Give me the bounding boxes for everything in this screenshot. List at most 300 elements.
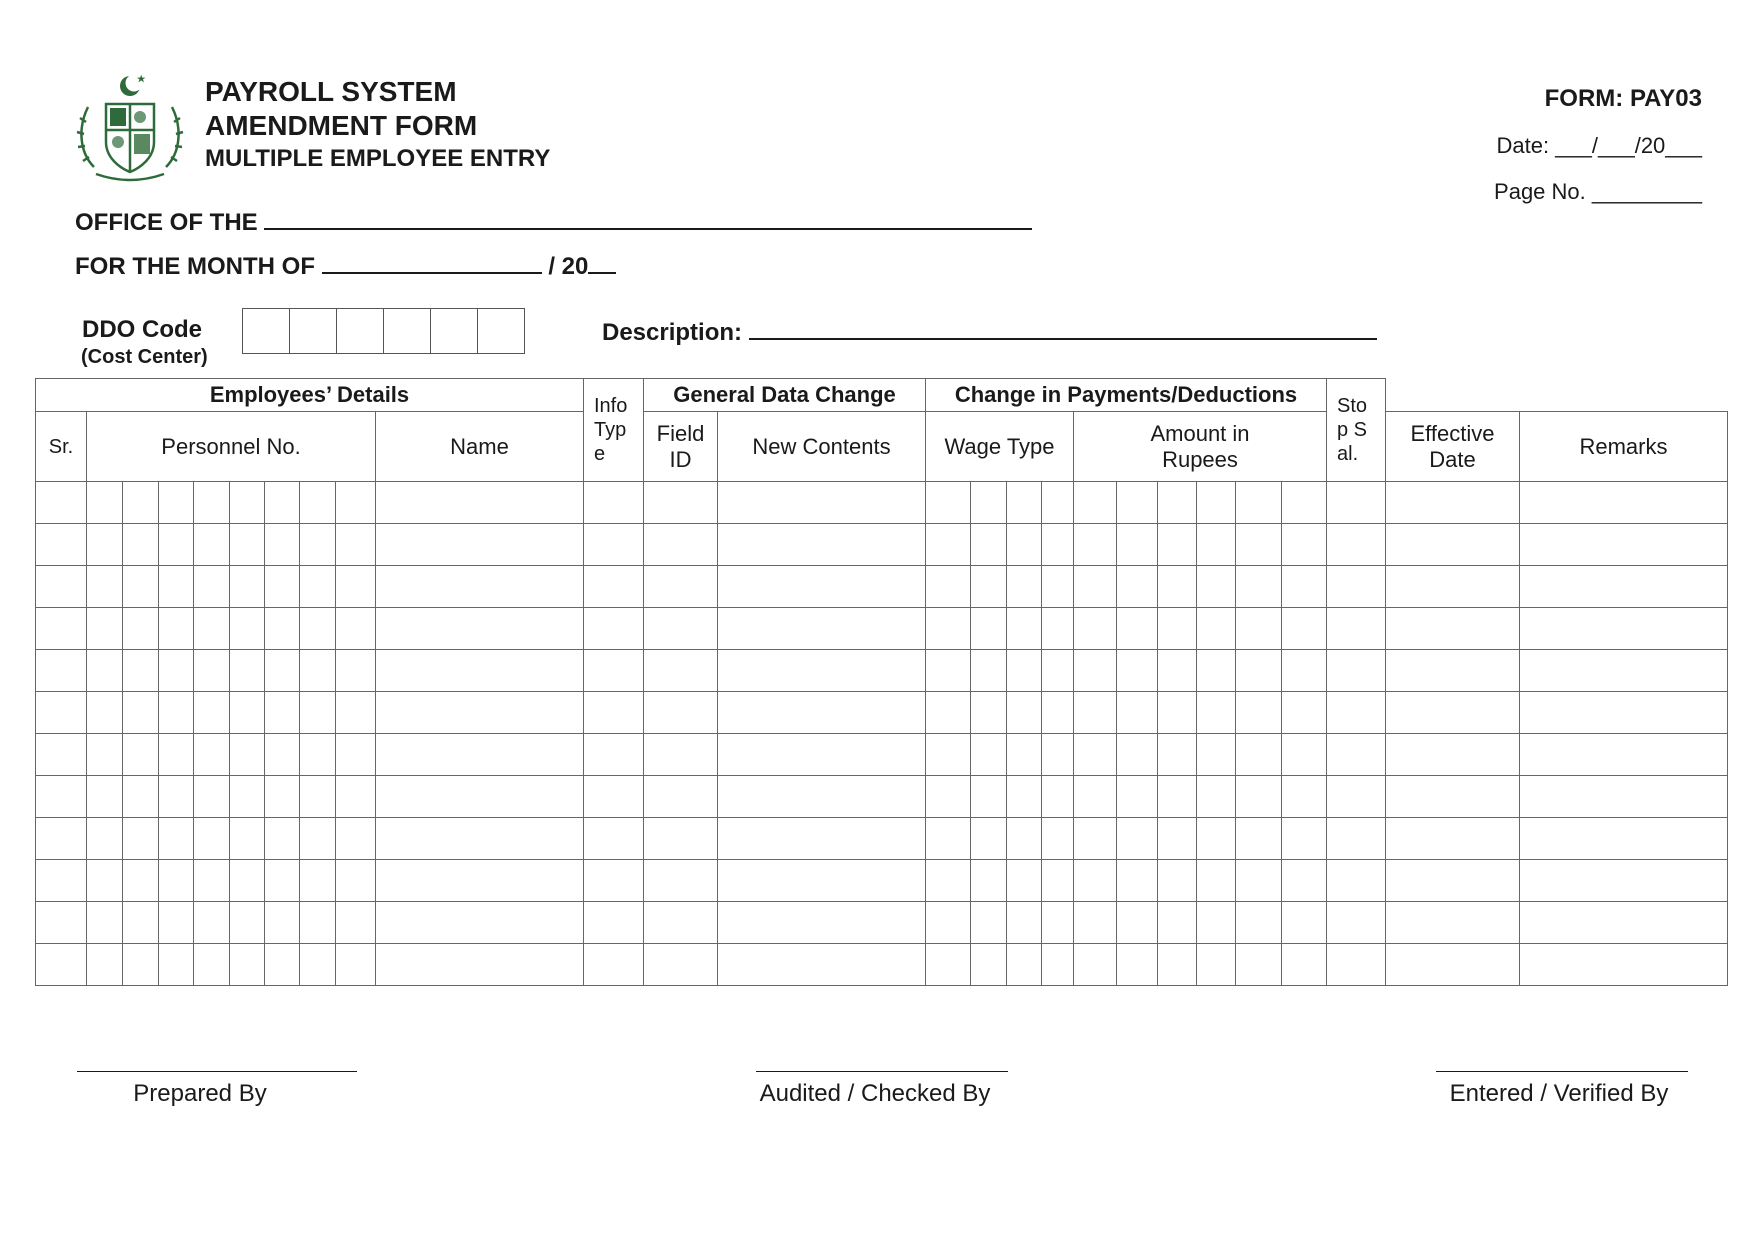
entry-cell[interactable] xyxy=(718,860,926,902)
entry-cell[interactable] xyxy=(1197,608,1236,650)
ddo-digit-box[interactable] xyxy=(290,309,337,353)
entry-cell[interactable] xyxy=(1386,944,1520,986)
entry-cell[interactable] xyxy=(1117,776,1158,818)
entry-cell[interactable] xyxy=(123,692,159,734)
entry-cell[interactable] xyxy=(584,902,644,944)
entry-cell[interactable] xyxy=(1282,524,1327,566)
entry-cell[interactable] xyxy=(336,608,376,650)
entry-cell[interactable] xyxy=(1236,902,1282,944)
entry-cell[interactable] xyxy=(718,482,926,524)
entry-cell[interactable] xyxy=(1386,650,1520,692)
entry-cell[interactable] xyxy=(159,524,194,566)
entry-cell[interactable] xyxy=(265,692,300,734)
entry-cell[interactable] xyxy=(926,524,971,566)
entry-cell[interactable] xyxy=(1327,692,1386,734)
entry-cell[interactable] xyxy=(971,944,1007,986)
entry-cell[interactable] xyxy=(159,818,194,860)
entry-cell[interactable] xyxy=(336,860,376,902)
entry-cell[interactable] xyxy=(926,944,971,986)
entry-cell[interactable] xyxy=(1327,734,1386,776)
entry-cell[interactable] xyxy=(123,734,159,776)
entry-cell[interactable] xyxy=(1158,734,1197,776)
entry-cell[interactable] xyxy=(1520,818,1728,860)
entry-cell[interactable] xyxy=(1042,734,1074,776)
entry-cell[interactable] xyxy=(971,692,1007,734)
entry-cell[interactable] xyxy=(194,818,230,860)
entry-cell[interactable] xyxy=(1327,482,1386,524)
entry-cell[interactable] xyxy=(1520,650,1728,692)
entry-cell[interactable] xyxy=(87,860,123,902)
entry-cell[interactable] xyxy=(1197,902,1236,944)
ddo-code-boxes[interactable] xyxy=(242,308,525,354)
entry-cell[interactable] xyxy=(1158,482,1197,524)
entry-cell[interactable] xyxy=(926,776,971,818)
entry-cell[interactable] xyxy=(265,566,300,608)
entry-cell[interactable] xyxy=(971,482,1007,524)
entry-cell[interactable] xyxy=(265,650,300,692)
entry-cell[interactable] xyxy=(1074,482,1117,524)
entry-cell[interactable] xyxy=(1236,692,1282,734)
ddo-digit-box[interactable] xyxy=(337,309,384,353)
entry-cell[interactable] xyxy=(1386,776,1520,818)
entry-cell[interactable] xyxy=(971,650,1007,692)
month-input[interactable] xyxy=(322,250,542,274)
entry-cell[interactable] xyxy=(1117,482,1158,524)
entry-cell[interactable] xyxy=(87,566,123,608)
entry-cell[interactable] xyxy=(1117,566,1158,608)
entry-cell[interactable] xyxy=(1117,650,1158,692)
entry-cell[interactable] xyxy=(376,902,584,944)
entry-cell[interactable] xyxy=(718,524,926,566)
entry-cell[interactable] xyxy=(230,860,265,902)
entry-cell[interactable] xyxy=(584,818,644,860)
entry-cell[interactable] xyxy=(36,860,87,902)
entry-cell[interactable] xyxy=(1158,524,1197,566)
entry-cell[interactable] xyxy=(1236,734,1282,776)
entry-cell[interactable] xyxy=(1007,818,1042,860)
entry-cell[interactable] xyxy=(1282,566,1327,608)
entry-cell[interactable] xyxy=(1282,650,1327,692)
entry-cell[interactable] xyxy=(1282,482,1327,524)
entry-cell[interactable] xyxy=(1197,566,1236,608)
entry-cell[interactable] xyxy=(1520,776,1728,818)
entry-cell[interactable] xyxy=(1117,734,1158,776)
entry-cell[interactable] xyxy=(1520,692,1728,734)
entry-cell[interactable] xyxy=(1074,776,1117,818)
entry-cell[interactable] xyxy=(123,524,159,566)
entry-cell[interactable] xyxy=(123,818,159,860)
entry-cell[interactable] xyxy=(584,482,644,524)
entry-cell[interactable] xyxy=(971,860,1007,902)
entry-cell[interactable] xyxy=(300,860,336,902)
entry-cell[interactable] xyxy=(123,650,159,692)
entry-cell[interactable] xyxy=(265,776,300,818)
entry-cell[interactable] xyxy=(926,692,971,734)
entry-cell[interactable] xyxy=(300,482,336,524)
entry-cell[interactable] xyxy=(644,776,718,818)
entry-cell[interactable] xyxy=(265,734,300,776)
entry-cell[interactable] xyxy=(265,524,300,566)
entry-cell[interactable] xyxy=(87,650,123,692)
entry-cell[interactable] xyxy=(376,734,584,776)
entry-cell[interactable] xyxy=(123,482,159,524)
entry-cell[interactable] xyxy=(336,944,376,986)
date-field[interactable]: Date: ___/___/20___ xyxy=(1496,133,1702,158)
entry-cell[interactable] xyxy=(265,482,300,524)
entry-cell[interactable] xyxy=(1074,860,1117,902)
entry-cell[interactable] xyxy=(971,818,1007,860)
entry-cell[interactable] xyxy=(971,902,1007,944)
entry-cell[interactable] xyxy=(123,902,159,944)
entry-cell[interactable] xyxy=(1236,944,1282,986)
entry-cell[interactable] xyxy=(1236,650,1282,692)
entry-cell[interactable] xyxy=(36,650,87,692)
entry-cell[interactable] xyxy=(1042,650,1074,692)
entry-cell[interactable] xyxy=(36,692,87,734)
entry-cell[interactable] xyxy=(230,608,265,650)
entry-cell[interactable] xyxy=(584,860,644,902)
entry-cell[interactable] xyxy=(971,608,1007,650)
entry-cell[interactable] xyxy=(1386,818,1520,860)
prepared-by-line[interactable] xyxy=(77,1071,357,1072)
entry-cell[interactable] xyxy=(971,734,1007,776)
entry-cell[interactable] xyxy=(1117,944,1158,986)
entry-cell[interactable] xyxy=(971,566,1007,608)
entry-cell[interactable] xyxy=(1007,482,1042,524)
ddo-digit-box[interactable] xyxy=(243,309,290,353)
entry-cell[interactable] xyxy=(123,608,159,650)
entry-cell[interactable] xyxy=(159,692,194,734)
entry-cell[interactable] xyxy=(1197,860,1236,902)
entry-cell[interactable] xyxy=(644,860,718,902)
entry-cell[interactable] xyxy=(584,944,644,986)
entry-cell[interactable] xyxy=(1386,734,1520,776)
entry-cell[interactable] xyxy=(194,482,230,524)
entry-cell[interactable] xyxy=(336,776,376,818)
entry-cell[interactable] xyxy=(376,776,584,818)
entry-cell[interactable] xyxy=(194,650,230,692)
entry-cell[interactable] xyxy=(1158,860,1197,902)
entry-cell[interactable] xyxy=(265,860,300,902)
entry-cell[interactable] xyxy=(376,860,584,902)
entry-cell[interactable] xyxy=(87,776,123,818)
entry-cell[interactable] xyxy=(159,482,194,524)
entry-cell[interactable] xyxy=(300,524,336,566)
entry-cell[interactable] xyxy=(1197,734,1236,776)
entry-cell[interactable] xyxy=(1158,944,1197,986)
entry-cell[interactable] xyxy=(230,692,265,734)
entry-cell[interactable] xyxy=(1007,776,1042,818)
entry-cell[interactable] xyxy=(1117,818,1158,860)
entry-cell[interactable] xyxy=(718,776,926,818)
year-input[interactable] xyxy=(588,250,616,274)
entry-cell[interactable] xyxy=(1042,902,1074,944)
entry-cell[interactable] xyxy=(1282,734,1327,776)
entry-cell[interactable] xyxy=(1074,734,1117,776)
entry-cell[interactable] xyxy=(87,524,123,566)
entry-cell[interactable] xyxy=(159,566,194,608)
entry-cell[interactable] xyxy=(1007,734,1042,776)
entry-cell[interactable] xyxy=(971,524,1007,566)
entry-cell[interactable] xyxy=(1007,944,1042,986)
entry-cell[interactable] xyxy=(1197,818,1236,860)
entry-cell[interactable] xyxy=(1520,734,1728,776)
entry-cell[interactable] xyxy=(159,776,194,818)
entry-cell[interactable] xyxy=(584,734,644,776)
entry-cell[interactable] xyxy=(36,944,87,986)
entry-cell[interactable] xyxy=(36,902,87,944)
entry-cell[interactable] xyxy=(376,524,584,566)
entry-cell[interactable] xyxy=(1074,566,1117,608)
entry-cell[interactable] xyxy=(1327,608,1386,650)
entry-cell[interactable] xyxy=(718,608,926,650)
entry-cell[interactable] xyxy=(36,482,87,524)
entry-cell[interactable] xyxy=(36,734,87,776)
entry-cell[interactable] xyxy=(1074,944,1117,986)
entry-cell[interactable] xyxy=(300,692,336,734)
entry-cell[interactable] xyxy=(1327,860,1386,902)
entry-cell[interactable] xyxy=(1042,944,1074,986)
entry-cell[interactable] xyxy=(230,818,265,860)
entry-cell[interactable] xyxy=(87,902,123,944)
entry-cell[interactable] xyxy=(1074,650,1117,692)
entry-cell[interactable] xyxy=(1282,944,1327,986)
entry-cell[interactable] xyxy=(36,524,87,566)
entry-cell[interactable] xyxy=(1327,818,1386,860)
entry-cell[interactable] xyxy=(159,608,194,650)
entry-cell[interactable] xyxy=(1386,608,1520,650)
entry-cell[interactable] xyxy=(300,734,336,776)
entry-cell[interactable] xyxy=(718,692,926,734)
entry-cell[interactable] xyxy=(194,902,230,944)
entry-cell[interactable] xyxy=(194,860,230,902)
entry-cell[interactable] xyxy=(1117,524,1158,566)
entry-cell[interactable] xyxy=(1158,566,1197,608)
entry-cell[interactable] xyxy=(644,482,718,524)
entry-cell[interactable] xyxy=(1386,524,1520,566)
entry-cell[interactable] xyxy=(644,902,718,944)
entry-cell[interactable] xyxy=(376,482,584,524)
entry-cell[interactable] xyxy=(1282,902,1327,944)
entry-cell[interactable] xyxy=(644,566,718,608)
entry-cell[interactable] xyxy=(926,608,971,650)
entry-cell[interactable] xyxy=(36,608,87,650)
entry-cell[interactable] xyxy=(1236,608,1282,650)
entry-cell[interactable] xyxy=(300,650,336,692)
entry-cell[interactable] xyxy=(718,818,926,860)
entry-cell[interactable] xyxy=(1236,776,1282,818)
entry-cell[interactable] xyxy=(1042,482,1074,524)
entry-cell[interactable] xyxy=(265,608,300,650)
entry-cell[interactable] xyxy=(194,524,230,566)
entry-cell[interactable] xyxy=(1520,482,1728,524)
entry-cell[interactable] xyxy=(376,692,584,734)
entry-cell[interactable] xyxy=(926,902,971,944)
entry-cell[interactable] xyxy=(644,818,718,860)
entry-cell[interactable] xyxy=(584,566,644,608)
entry-cell[interactable] xyxy=(300,776,336,818)
entry-cell[interactable] xyxy=(1117,608,1158,650)
entry-cell[interactable] xyxy=(1282,776,1327,818)
entry-cell[interactable] xyxy=(926,650,971,692)
entry-cell[interactable] xyxy=(159,734,194,776)
entry-cell[interactable] xyxy=(1007,566,1042,608)
entry-cell[interactable] xyxy=(123,566,159,608)
entry-cell[interactable] xyxy=(1158,818,1197,860)
entry-cell[interactable] xyxy=(230,902,265,944)
entry-cell[interactable] xyxy=(265,818,300,860)
entry-cell[interactable] xyxy=(300,566,336,608)
entry-cell[interactable] xyxy=(644,608,718,650)
entry-cell[interactable] xyxy=(1074,902,1117,944)
entry-cell[interactable] xyxy=(194,608,230,650)
entry-cell[interactable] xyxy=(336,902,376,944)
entry-cell[interactable] xyxy=(1282,692,1327,734)
entry-cell[interactable] xyxy=(1236,818,1282,860)
entry-cell[interactable] xyxy=(1386,860,1520,902)
office-input[interactable] xyxy=(264,206,1032,230)
entry-cell[interactable] xyxy=(926,818,971,860)
entry-cell[interactable] xyxy=(1158,650,1197,692)
entry-cell[interactable] xyxy=(718,902,926,944)
entry-cell[interactable] xyxy=(644,524,718,566)
entry-cell[interactable] xyxy=(265,902,300,944)
entry-cell[interactable] xyxy=(718,650,926,692)
entry-cell[interactable] xyxy=(1074,608,1117,650)
description-input[interactable] xyxy=(749,316,1377,340)
entry-cell[interactable] xyxy=(230,776,265,818)
entry-cell[interactable] xyxy=(1074,818,1117,860)
entry-cell[interactable] xyxy=(1158,902,1197,944)
entry-cell[interactable] xyxy=(336,482,376,524)
entry-cell[interactable] xyxy=(87,818,123,860)
entry-cell[interactable] xyxy=(230,524,265,566)
entry-cell[interactable] xyxy=(644,692,718,734)
entry-cell[interactable] xyxy=(1236,524,1282,566)
entry-cell[interactable] xyxy=(718,566,926,608)
entry-cell[interactable] xyxy=(1520,608,1728,650)
entry-cell[interactable] xyxy=(584,650,644,692)
entry-cell[interactable] xyxy=(336,692,376,734)
entry-cell[interactable] xyxy=(1007,860,1042,902)
entry-cell[interactable] xyxy=(584,524,644,566)
entry-cell[interactable] xyxy=(1236,566,1282,608)
entry-cell[interactable] xyxy=(1197,650,1236,692)
entry-cell[interactable] xyxy=(1117,692,1158,734)
entry-cell[interactable] xyxy=(230,482,265,524)
entry-cell[interactable] xyxy=(376,608,584,650)
entry-cell[interactable] xyxy=(1158,608,1197,650)
entry-cell[interactable] xyxy=(1197,482,1236,524)
entry-cell[interactable] xyxy=(230,650,265,692)
entry-cell[interactable] xyxy=(1327,776,1386,818)
entry-cell[interactable] xyxy=(1520,860,1728,902)
entry-cell[interactable] xyxy=(376,944,584,986)
entry-cell[interactable] xyxy=(376,818,584,860)
entry-cell[interactable] xyxy=(1007,902,1042,944)
entry-cell[interactable] xyxy=(376,566,584,608)
entry-cell[interactable] xyxy=(1042,608,1074,650)
page-number-field[interactable]: Page No. _________ xyxy=(1494,179,1702,204)
entry-cell[interactable] xyxy=(926,734,971,776)
entry-cell[interactable] xyxy=(1074,692,1117,734)
entry-cell[interactable] xyxy=(1042,860,1074,902)
entry-cell[interactable] xyxy=(644,944,718,986)
entry-cell[interactable] xyxy=(1117,902,1158,944)
entered-by-line[interactable] xyxy=(1436,1071,1688,1072)
entry-cell[interactable] xyxy=(123,944,159,986)
entry-cell[interactable] xyxy=(1386,482,1520,524)
entry-cell[interactable] xyxy=(1158,692,1197,734)
entry-cell[interactable] xyxy=(194,566,230,608)
entry-cell[interactable] xyxy=(718,734,926,776)
entry-cell[interactable] xyxy=(1236,482,1282,524)
entry-cell[interactable] xyxy=(1520,902,1728,944)
entry-cell[interactable] xyxy=(194,944,230,986)
entry-cell[interactable] xyxy=(1282,860,1327,902)
entry-cell[interactable] xyxy=(1197,692,1236,734)
entry-cell[interactable] xyxy=(1520,944,1728,986)
entry-cell[interactable] xyxy=(1327,902,1386,944)
entry-cell[interactable] xyxy=(159,860,194,902)
entry-cell[interactable] xyxy=(1007,524,1042,566)
entry-cell[interactable] xyxy=(230,566,265,608)
entry-cell[interactable] xyxy=(1007,692,1042,734)
entry-cell[interactable] xyxy=(1327,650,1386,692)
entry-cell[interactable] xyxy=(194,692,230,734)
entry-cell[interactable] xyxy=(1520,524,1728,566)
entry-cell[interactable] xyxy=(1074,524,1117,566)
entry-cell[interactable] xyxy=(230,734,265,776)
entry-cell[interactable] xyxy=(194,734,230,776)
entry-cell[interactable] xyxy=(1042,524,1074,566)
ddo-digit-box[interactable] xyxy=(384,309,431,353)
entry-cell[interactable] xyxy=(376,650,584,692)
entry-cell[interactable] xyxy=(1117,860,1158,902)
entry-cell[interactable] xyxy=(87,692,123,734)
entry-cell[interactable] xyxy=(36,566,87,608)
entry-cell[interactable] xyxy=(644,734,718,776)
entry-cell[interactable] xyxy=(1197,776,1236,818)
entry-cell[interactable] xyxy=(265,944,300,986)
entry-cell[interactable] xyxy=(230,944,265,986)
entry-cell[interactable] xyxy=(36,818,87,860)
entry-cell[interactable] xyxy=(644,650,718,692)
entry-cell[interactable] xyxy=(1197,524,1236,566)
entry-cell[interactable] xyxy=(336,650,376,692)
entry-cell[interactable] xyxy=(584,608,644,650)
entry-cell[interactable] xyxy=(87,944,123,986)
audited-by-line[interactable] xyxy=(756,1071,1008,1072)
entry-cell[interactable] xyxy=(159,944,194,986)
entry-cell[interactable] xyxy=(1042,566,1074,608)
entry-cell[interactable] xyxy=(1158,776,1197,818)
entry-cell[interactable] xyxy=(36,776,87,818)
entry-cell[interactable] xyxy=(336,524,376,566)
entry-cell[interactable] xyxy=(300,902,336,944)
entry-cell[interactable] xyxy=(926,482,971,524)
entry-cell[interactable] xyxy=(1282,608,1327,650)
entry-cell[interactable] xyxy=(1386,692,1520,734)
entry-cell[interactable] xyxy=(1327,566,1386,608)
entry-cell[interactable] xyxy=(87,608,123,650)
entry-cell[interactable] xyxy=(87,734,123,776)
entry-cell[interactable] xyxy=(1386,566,1520,608)
entry-cell[interactable] xyxy=(1197,944,1236,986)
entry-cell[interactable] xyxy=(1007,608,1042,650)
entry-cell[interactable] xyxy=(1386,902,1520,944)
entry-cell[interactable] xyxy=(1007,650,1042,692)
